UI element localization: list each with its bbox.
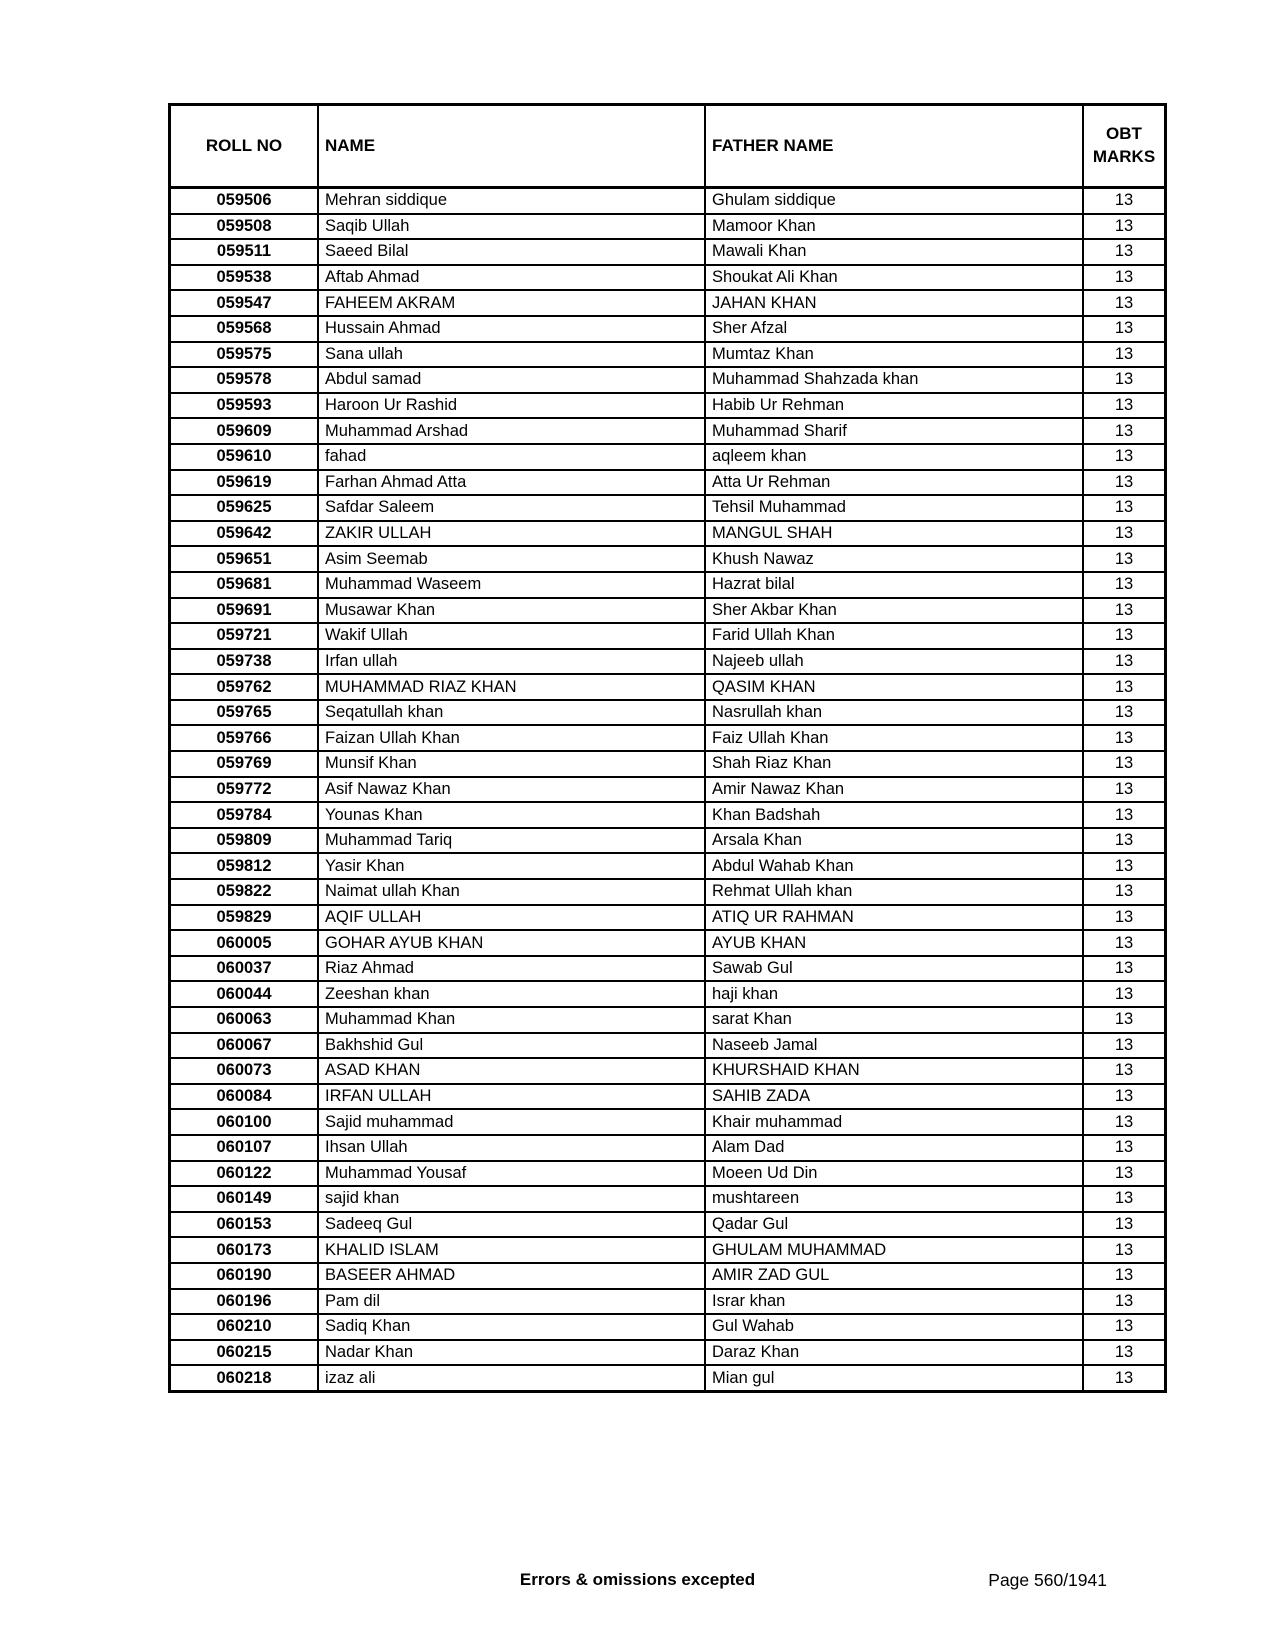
name-cell: Safdar Saleem <box>318 495 705 521</box>
table-row <box>170 751 1166 777</box>
father-name-cell: SAHIB ZADA <box>705 1084 1083 1110</box>
roll-no-cell: 059568 <box>170 316 319 342</box>
roll-no-cell: 059508 <box>170 214 319 240</box>
obt-marks-cell: 13 <box>1083 981 1166 1007</box>
roll-no-cell: 059691 <box>170 598 319 624</box>
roll-no-cell: 059593 <box>170 393 319 419</box>
name-cell: Saeed Bilal <box>318 239 705 265</box>
father-name-cell: Mamoor Khan <box>705 214 1083 240</box>
name-cell: ZAKIR ULLAH <box>318 521 705 547</box>
roll-no-cell: 060067 <box>170 1033 319 1059</box>
footer-errors-note: Errors & omissions excepted <box>519 1570 756 1589</box>
name-cell: Musawar Khan <box>318 598 705 624</box>
obt-marks-cell: 13 <box>1083 649 1166 675</box>
father-name-cell: KHURSHAID KHAN <box>705 1058 1083 1084</box>
father-name-cell: Muhammad Sharif <box>705 418 1083 444</box>
roll-no-cell: 059738 <box>170 649 319 675</box>
obt-marks-cell: 13 <box>1083 879 1166 905</box>
obt-marks-cell: 13 <box>1083 1365 1166 1391</box>
table-row <box>170 495 1166 521</box>
name-cell: Munsif Khan <box>318 751 705 777</box>
obt-marks-cell: 13 <box>1083 956 1166 982</box>
name-cell: Asim Seemab <box>318 546 705 572</box>
father-name-cell: Mumtaz Khan <box>705 342 1083 368</box>
table-row <box>170 802 1166 828</box>
table-row <box>170 265 1166 291</box>
obt-marks-cell: 13 <box>1083 725 1166 751</box>
header-row <box>170 105 1166 188</box>
father-name-cell: Atta Ur Rehman <box>705 470 1083 496</box>
column-header-obt-marks: OBT MARKS <box>1083 105 1166 188</box>
obt-marks-cell: 13 <box>1083 265 1166 291</box>
table-row <box>170 418 1166 444</box>
name-cell: izaz ali <box>318 1365 705 1391</box>
father-name-cell: Gul Wahab <box>705 1314 1083 1340</box>
father-name-cell: Sher Akbar Khan <box>705 598 1083 624</box>
table-row <box>170 521 1166 547</box>
name-cell: Asif Nawaz Khan <box>318 777 705 803</box>
roll-no-cell: 060107 <box>170 1135 319 1161</box>
roll-no-cell: 059769 <box>170 751 319 777</box>
father-name-cell: Sher Afzal <box>705 316 1083 342</box>
father-name-cell: QASIM KHAN <box>705 674 1083 700</box>
father-name-cell: haji khan <box>705 981 1083 1007</box>
father-name-cell: Ghulam siddique <box>705 188 1083 214</box>
name-cell: Muhammad Waseem <box>318 572 705 598</box>
table-row <box>170 777 1166 803</box>
table-row <box>170 1084 1166 1110</box>
table-row <box>170 1314 1166 1340</box>
obt-marks-cell: 13 <box>1083 802 1166 828</box>
obt-marks-cell: 13 <box>1083 1135 1166 1161</box>
obt-marks-cell: 13 <box>1083 674 1166 700</box>
obt-marks-cell: 13 <box>1083 1109 1166 1135</box>
name-cell: fahad <box>318 444 705 470</box>
name-cell: IRFAN ULLAH <box>318 1084 705 1110</box>
father-name-cell: Arsala Khan <box>705 828 1083 854</box>
table-row <box>170 981 1166 1007</box>
results-table <box>168 103 1167 1393</box>
table-row <box>170 367 1166 393</box>
roll-no-cell: 060100 <box>170 1109 319 1135</box>
name-cell: Muhammad Yousaf <box>318 1161 705 1187</box>
roll-no-cell: 059610 <box>170 444 319 470</box>
roll-no-cell: 060073 <box>170 1058 319 1084</box>
obt-marks-cell: 13 <box>1083 470 1166 496</box>
name-cell: KHALID ISLAM <box>318 1237 705 1263</box>
father-name-cell: ATIQ UR RAHMAN <box>705 905 1083 931</box>
roll-no-cell: 060005 <box>170 930 319 956</box>
name-cell: MUHAMMAD RIAZ KHAN <box>318 674 705 700</box>
obt-marks-cell: 13 <box>1083 495 1166 521</box>
obt-marks-cell: 13 <box>1083 546 1166 572</box>
father-name-cell: mushtareen <box>705 1186 1083 1212</box>
table-row <box>170 1135 1166 1161</box>
table-row <box>170 700 1166 726</box>
name-cell: Mehran siddique <box>318 188 705 214</box>
obt-marks-cell: 13 <box>1083 598 1166 624</box>
obt-marks-cell: 13 <box>1083 1084 1166 1110</box>
roll-no-cell: 059642 <box>170 521 319 547</box>
name-cell: Zeeshan khan <box>318 981 705 1007</box>
roll-no-cell: 059506 <box>170 188 319 214</box>
name-cell: Bakhshid Gul <box>318 1033 705 1059</box>
obt-marks-cell: 13 <box>1083 700 1166 726</box>
father-name-cell: Habib Ur Rehman <box>705 393 1083 419</box>
obt-marks-cell: 13 <box>1083 367 1166 393</box>
father-name-cell: Najeeb ullah <box>705 649 1083 675</box>
name-cell: Farhan Ahmad Atta <box>318 470 705 496</box>
roll-no-cell: 059766 <box>170 725 319 751</box>
roll-no-cell: 059538 <box>170 265 319 291</box>
table-row <box>170 853 1166 879</box>
obt-marks-cell: 13 <box>1083 316 1166 342</box>
name-cell: Sajid muhammad <box>318 1109 705 1135</box>
obt-marks-cell: 13 <box>1083 1161 1166 1187</box>
father-name-cell: JAHAN KHAN <box>705 290 1083 316</box>
name-cell: Hussain Ahmad <box>318 316 705 342</box>
roll-no-cell: 060190 <box>170 1263 319 1289</box>
table-row <box>170 828 1166 854</box>
name-cell: Naimat ullah Khan <box>318 879 705 905</box>
father-name-cell: Moeen Ud Din <box>705 1161 1083 1187</box>
name-cell: Aftab Ahmad <box>318 265 705 291</box>
column-header-roll-no: ROLL NO <box>170 105 319 188</box>
roll-no-cell: 060218 <box>170 1365 319 1391</box>
name-cell: Pam dil <box>318 1289 705 1315</box>
father-name-cell: Tehsil Muhammad <box>705 495 1083 521</box>
name-cell: Muhammad Tariq <box>318 828 705 854</box>
roll-no-cell: 059784 <box>170 802 319 828</box>
obt-marks-cell: 13 <box>1083 905 1166 931</box>
roll-no-cell: 059651 <box>170 546 319 572</box>
name-cell: Yasir Khan <box>318 853 705 879</box>
obt-marks-cell: 13 <box>1083 930 1166 956</box>
table-row <box>170 1033 1166 1059</box>
roll-no-cell: 059619 <box>170 470 319 496</box>
roll-no-cell: 060196 <box>170 1289 319 1315</box>
name-cell: GOHAR AYUB KHAN <box>318 930 705 956</box>
table-row <box>170 546 1166 572</box>
father-name-cell: Amir Nawaz Khan <box>705 777 1083 803</box>
name-cell: AQIF ULLAH <box>318 905 705 931</box>
roll-no-cell: 059575 <box>170 342 319 368</box>
name-cell: Nadar Khan <box>318 1340 705 1366</box>
table-row <box>170 1058 1166 1084</box>
obt-marks-cell: 13 <box>1083 521 1166 547</box>
obt-marks-cell: 13 <box>1083 1033 1166 1059</box>
roll-no-cell: 059772 <box>170 777 319 803</box>
name-cell: Ihsan Ullah <box>318 1135 705 1161</box>
name-cell: Muhammad Arshad <box>318 418 705 444</box>
obt-marks-cell: 13 <box>1083 1314 1166 1340</box>
father-name-cell: Rehmat Ullah khan <box>705 879 1083 905</box>
column-header-father-name: FATHER NAME <box>705 105 1083 188</box>
name-cell: Haroon Ur Rashid <box>318 393 705 419</box>
father-name-cell: Abdul Wahab Khan <box>705 853 1083 879</box>
table-row <box>170 1212 1166 1238</box>
obt-marks-cell: 13 <box>1083 1263 1166 1289</box>
table-row <box>170 188 1166 214</box>
roll-no-cell: 060084 <box>170 1084 319 1110</box>
father-name-cell: Shah Riaz Khan <box>705 751 1083 777</box>
table-row <box>170 290 1166 316</box>
table-row <box>170 1237 1166 1263</box>
roll-no-cell: 060122 <box>170 1161 319 1187</box>
column-header-name: NAME <box>318 105 705 188</box>
table-row <box>170 930 1166 956</box>
obt-marks-cell: 13 <box>1083 1186 1166 1212</box>
name-cell: Irfan ullah <box>318 649 705 675</box>
obt-marks-cell: 13 <box>1083 418 1166 444</box>
table-row <box>170 316 1166 342</box>
table-row <box>170 1289 1166 1315</box>
father-name-cell: Daraz Khan <box>705 1340 1083 1366</box>
obt-marks-cell: 13 <box>1083 1007 1166 1033</box>
roll-no-cell: 059829 <box>170 905 319 931</box>
name-cell: Muhammad Khan <box>318 1007 705 1033</box>
table-row <box>170 239 1166 265</box>
name-cell: Faizan Ullah Khan <box>318 725 705 751</box>
table-row <box>170 444 1166 470</box>
roll-no-cell: 059547 <box>170 290 319 316</box>
table-row <box>170 956 1166 982</box>
name-cell: FAHEEM AKRAM <box>318 290 705 316</box>
roll-no-cell: 060037 <box>170 956 319 982</box>
father-name-cell: AYUB KHAN <box>705 930 1083 956</box>
table-row <box>170 598 1166 624</box>
name-cell: Riaz Ahmad <box>318 956 705 982</box>
table-row <box>170 725 1166 751</box>
table-row <box>170 1161 1166 1187</box>
father-name-cell: Muhammad Shahzada khan <box>705 367 1083 393</box>
roll-no-cell: 059822 <box>170 879 319 905</box>
roll-no-cell: 060063 <box>170 1007 319 1033</box>
name-cell: Abdul samad <box>318 367 705 393</box>
table-row <box>170 470 1166 496</box>
father-name-cell: Qadar Gul <box>705 1212 1083 1238</box>
father-name-cell: Alam Dad <box>705 1135 1083 1161</box>
obt-marks-cell: 13 <box>1083 623 1166 649</box>
obt-marks-cell: 13 <box>1083 1289 1166 1315</box>
father-name-cell: Israr khan <box>705 1289 1083 1315</box>
father-name-cell: Khan Badshah <box>705 802 1083 828</box>
obt-marks-cell: 13 <box>1083 444 1166 470</box>
father-name-cell: Khush Nawaz <box>705 546 1083 572</box>
table-row <box>170 342 1166 368</box>
obt-marks-cell: 13 <box>1083 188 1166 214</box>
obt-marks-cell: 13 <box>1083 1058 1166 1084</box>
obt-marks-cell: 13 <box>1083 828 1166 854</box>
table-row <box>170 393 1166 419</box>
father-name-cell: Sawab Gul <box>705 956 1083 982</box>
table-row <box>170 623 1166 649</box>
roll-no-cell: 060215 <box>170 1340 319 1366</box>
name-cell: BASEER AHMAD <box>318 1263 705 1289</box>
table-row <box>170 649 1166 675</box>
name-cell: Wakif Ullah <box>318 623 705 649</box>
results-table-header <box>170 105 1166 188</box>
table-row <box>170 1365 1166 1391</box>
obt-marks-cell: 13 <box>1083 1340 1166 1366</box>
name-cell: Sadeeq Gul <box>318 1212 705 1238</box>
obt-marks-cell: 13 <box>1083 572 1166 598</box>
father-name-cell: MANGUL SHAH <box>705 521 1083 547</box>
table-row <box>170 214 1166 240</box>
table-row <box>170 1263 1166 1289</box>
name-cell: sajid khan <box>318 1186 705 1212</box>
obt-marks-cell: 13 <box>1083 290 1166 316</box>
obt-marks-cell: 13 <box>1083 342 1166 368</box>
roll-no-cell: 059578 <box>170 367 319 393</box>
footer-page-number: Page 560/1941 <box>988 1570 1107 1590</box>
table-row <box>170 1007 1166 1033</box>
father-name-cell: Faiz Ullah Khan <box>705 725 1083 751</box>
roll-no-cell: 059609 <box>170 418 319 444</box>
roll-no-cell: 059625 <box>170 495 319 521</box>
name-cell: Saqib Ullah <box>318 214 705 240</box>
roll-no-cell: 060149 <box>170 1186 319 1212</box>
roll-no-cell: 059812 <box>170 853 319 879</box>
father-name-cell: Shoukat Ali Khan <box>705 265 1083 291</box>
roll-no-cell: 060044 <box>170 981 319 1007</box>
father-name-cell: Nasrullah khan <box>705 700 1083 726</box>
name-cell: Younas Khan <box>318 802 705 828</box>
roll-no-cell: 060153 <box>170 1212 319 1238</box>
results-table-body <box>170 188 1166 1392</box>
father-name-cell: aqleem khan <box>705 444 1083 470</box>
father-name-cell: Naseeb Jamal <box>705 1033 1083 1059</box>
roll-no-cell: 059681 <box>170 572 319 598</box>
table-row <box>170 1109 1166 1135</box>
table-row <box>170 1340 1166 1366</box>
father-name-cell: sarat Khan <box>705 1007 1083 1033</box>
roll-no-cell: 060173 <box>170 1237 319 1263</box>
father-name-cell: AMIR ZAD GUL <box>705 1263 1083 1289</box>
obt-marks-cell: 13 <box>1083 751 1166 777</box>
name-cell: ASAD KHAN <box>318 1058 705 1084</box>
obt-marks-cell: 13 <box>1083 1212 1166 1238</box>
name-cell: Sana ullah <box>318 342 705 368</box>
father-name-cell: GHULAM MUHAMMAD <box>705 1237 1083 1263</box>
roll-no-cell: 059809 <box>170 828 319 854</box>
table-row <box>170 905 1166 931</box>
obt-marks-cell: 13 <box>1083 1237 1166 1263</box>
obt-marks-cell: 13 <box>1083 393 1166 419</box>
father-name-cell: Mawali Khan <box>705 239 1083 265</box>
roll-no-cell: 059762 <box>170 674 319 700</box>
father-name-cell: Mian gul <box>705 1365 1083 1391</box>
father-name-cell: Farid Ullah Khan <box>705 623 1083 649</box>
roll-no-cell: 060210 <box>170 1314 319 1340</box>
roll-no-cell: 059721 <box>170 623 319 649</box>
name-cell: Seqatullah khan <box>318 700 705 726</box>
table-row <box>170 674 1166 700</box>
table-row <box>170 879 1166 905</box>
father-name-cell: Khair muhammad <box>705 1109 1083 1135</box>
father-name-cell: Hazrat bilal <box>705 572 1083 598</box>
obt-marks-cell: 13 <box>1083 239 1166 265</box>
obt-marks-cell: 13 <box>1083 214 1166 240</box>
obt-marks-cell: 13 <box>1083 777 1166 803</box>
roll-no-cell: 059511 <box>170 239 319 265</box>
table-row <box>170 572 1166 598</box>
name-cell: Sadiq Khan <box>318 1314 705 1340</box>
roll-no-cell: 059765 <box>170 700 319 726</box>
obt-marks-cell: 13 <box>1083 853 1166 879</box>
table-row <box>170 1186 1166 1212</box>
